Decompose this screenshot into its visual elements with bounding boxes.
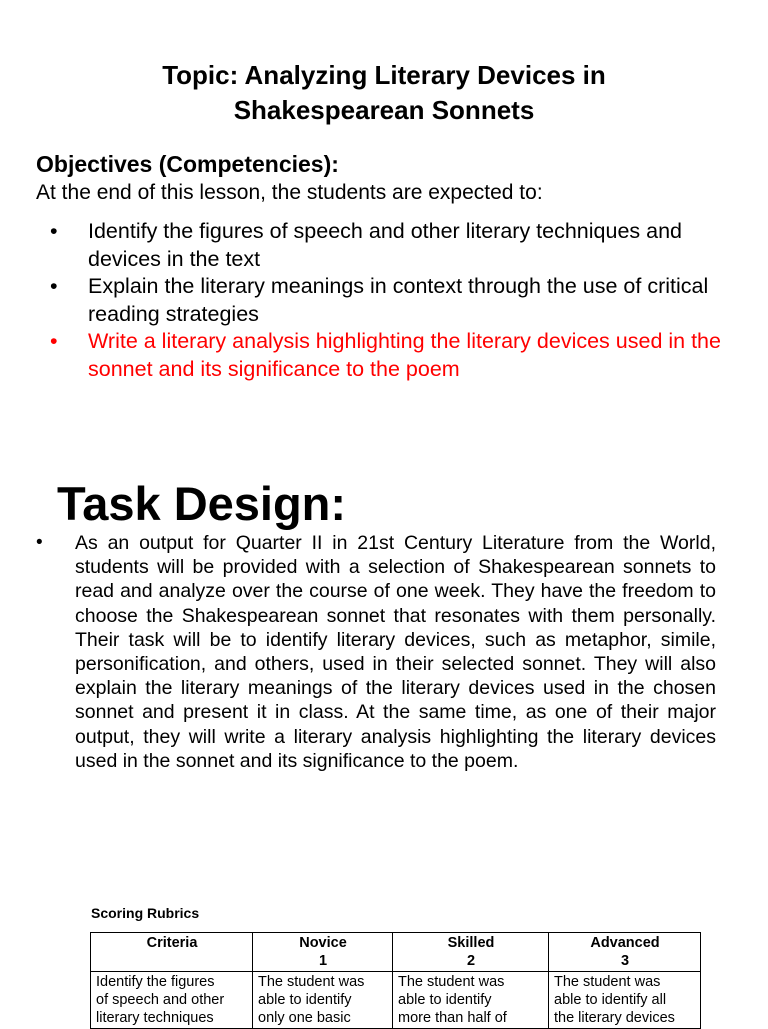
header-label: Novice <box>299 935 347 951</box>
objective-text: Explain the literary meanings in context through the use of critical reading strategies <box>88 274 709 326</box>
objectives-heading: Objectives (Competencies): <box>36 151 339 177</box>
bullet-icon: • <box>50 219 58 243</box>
rubric-header-row <box>91 933 701 972</box>
cell-line: The student was <box>554 974 661 990</box>
header-score: 2 <box>466 953 476 969</box>
cell-line: literary techniques <box>96 1010 214 1026</box>
task-design-item <box>36 531 716 773</box>
objective-item <box>44 273 734 328</box>
page-title <box>0 58 768 128</box>
cell-line: of speech and other <box>96 992 225 1008</box>
rubric-header-novice <box>253 933 393 972</box>
header-score: 3 <box>620 953 630 969</box>
objective-text: Write a literary analysis highlighting the literary devices used in the sonnet and its significance to the poem <box>88 329 721 381</box>
cell-line: more than half of <box>398 1010 507 1026</box>
title-line-1: Topic: Analyzing Literary Devices in <box>162 60 606 90</box>
objective-text: Identify the figures of speech and other literary techniques and devices in the text <box>88 219 683 271</box>
cell-line: Identify the figures <box>96 974 215 990</box>
rubric-header-advanced <box>549 933 701 972</box>
rubric-header-criteria <box>91 933 253 972</box>
task-design-heading: Task Design: <box>57 477 347 530</box>
objective-item-highlighted <box>44 328 734 383</box>
bullet-icon: • <box>50 329 58 353</box>
bullet-icon: • <box>36 532 43 553</box>
rubric-cell-novice <box>253 972 393 1029</box>
task-design-paragraph: As an output for Quarter II in 21st Century Literature from the World, students will be provided with a selection of Shakespearean sonnets to read and analyze over the course of one week. They have the freedom to choose the Shakespearean sonnet that resonates with them personally. Their task will be to identify literary devices, such as metaphor, simile, personification, and others, used in their selected sonnet. They will also explain the literary meanings of the literary devices used in the chosen sonnet and present it in class. At the same time, as one of their major output, they will write a literary analysis highlighting the literary devices used in the sonnet and its significance to the poem. <box>75 532 716 772</box>
objectives-list <box>44 218 734 383</box>
rubric-cell-criteria <box>91 972 253 1029</box>
header-label: Advanced <box>590 935 660 951</box>
cell-line: only one basic <box>258 1010 351 1026</box>
title-line-2: Shakespearean Sonnets <box>233 95 535 125</box>
rubric-table <box>90 932 701 1029</box>
cell-line: The student was <box>258 974 365 990</box>
header-label: Skilled <box>447 935 495 951</box>
cell-line: able to identify all <box>554 992 667 1008</box>
cell-line: The student was <box>398 974 505 990</box>
rubric-cell-advanced <box>549 972 701 1029</box>
rubrics-title: Scoring Rubrics <box>91 905 200 921</box>
table-row <box>91 972 701 1029</box>
cell-line: able to identify <box>258 992 352 1008</box>
cell-line: the literary devices <box>554 1010 675 1026</box>
bullet-icon: • <box>50 274 58 298</box>
objectives-intro: At the end of this lesson, the students are expected to: <box>36 181 543 204</box>
rubric-cell-skilled <box>393 972 549 1029</box>
header-score: 1 <box>318 953 328 969</box>
cell-line: able to identify <box>398 992 492 1008</box>
rubric-header-skilled <box>393 933 549 972</box>
objective-item <box>44 218 734 273</box>
header-label: Criteria <box>146 935 198 951</box>
